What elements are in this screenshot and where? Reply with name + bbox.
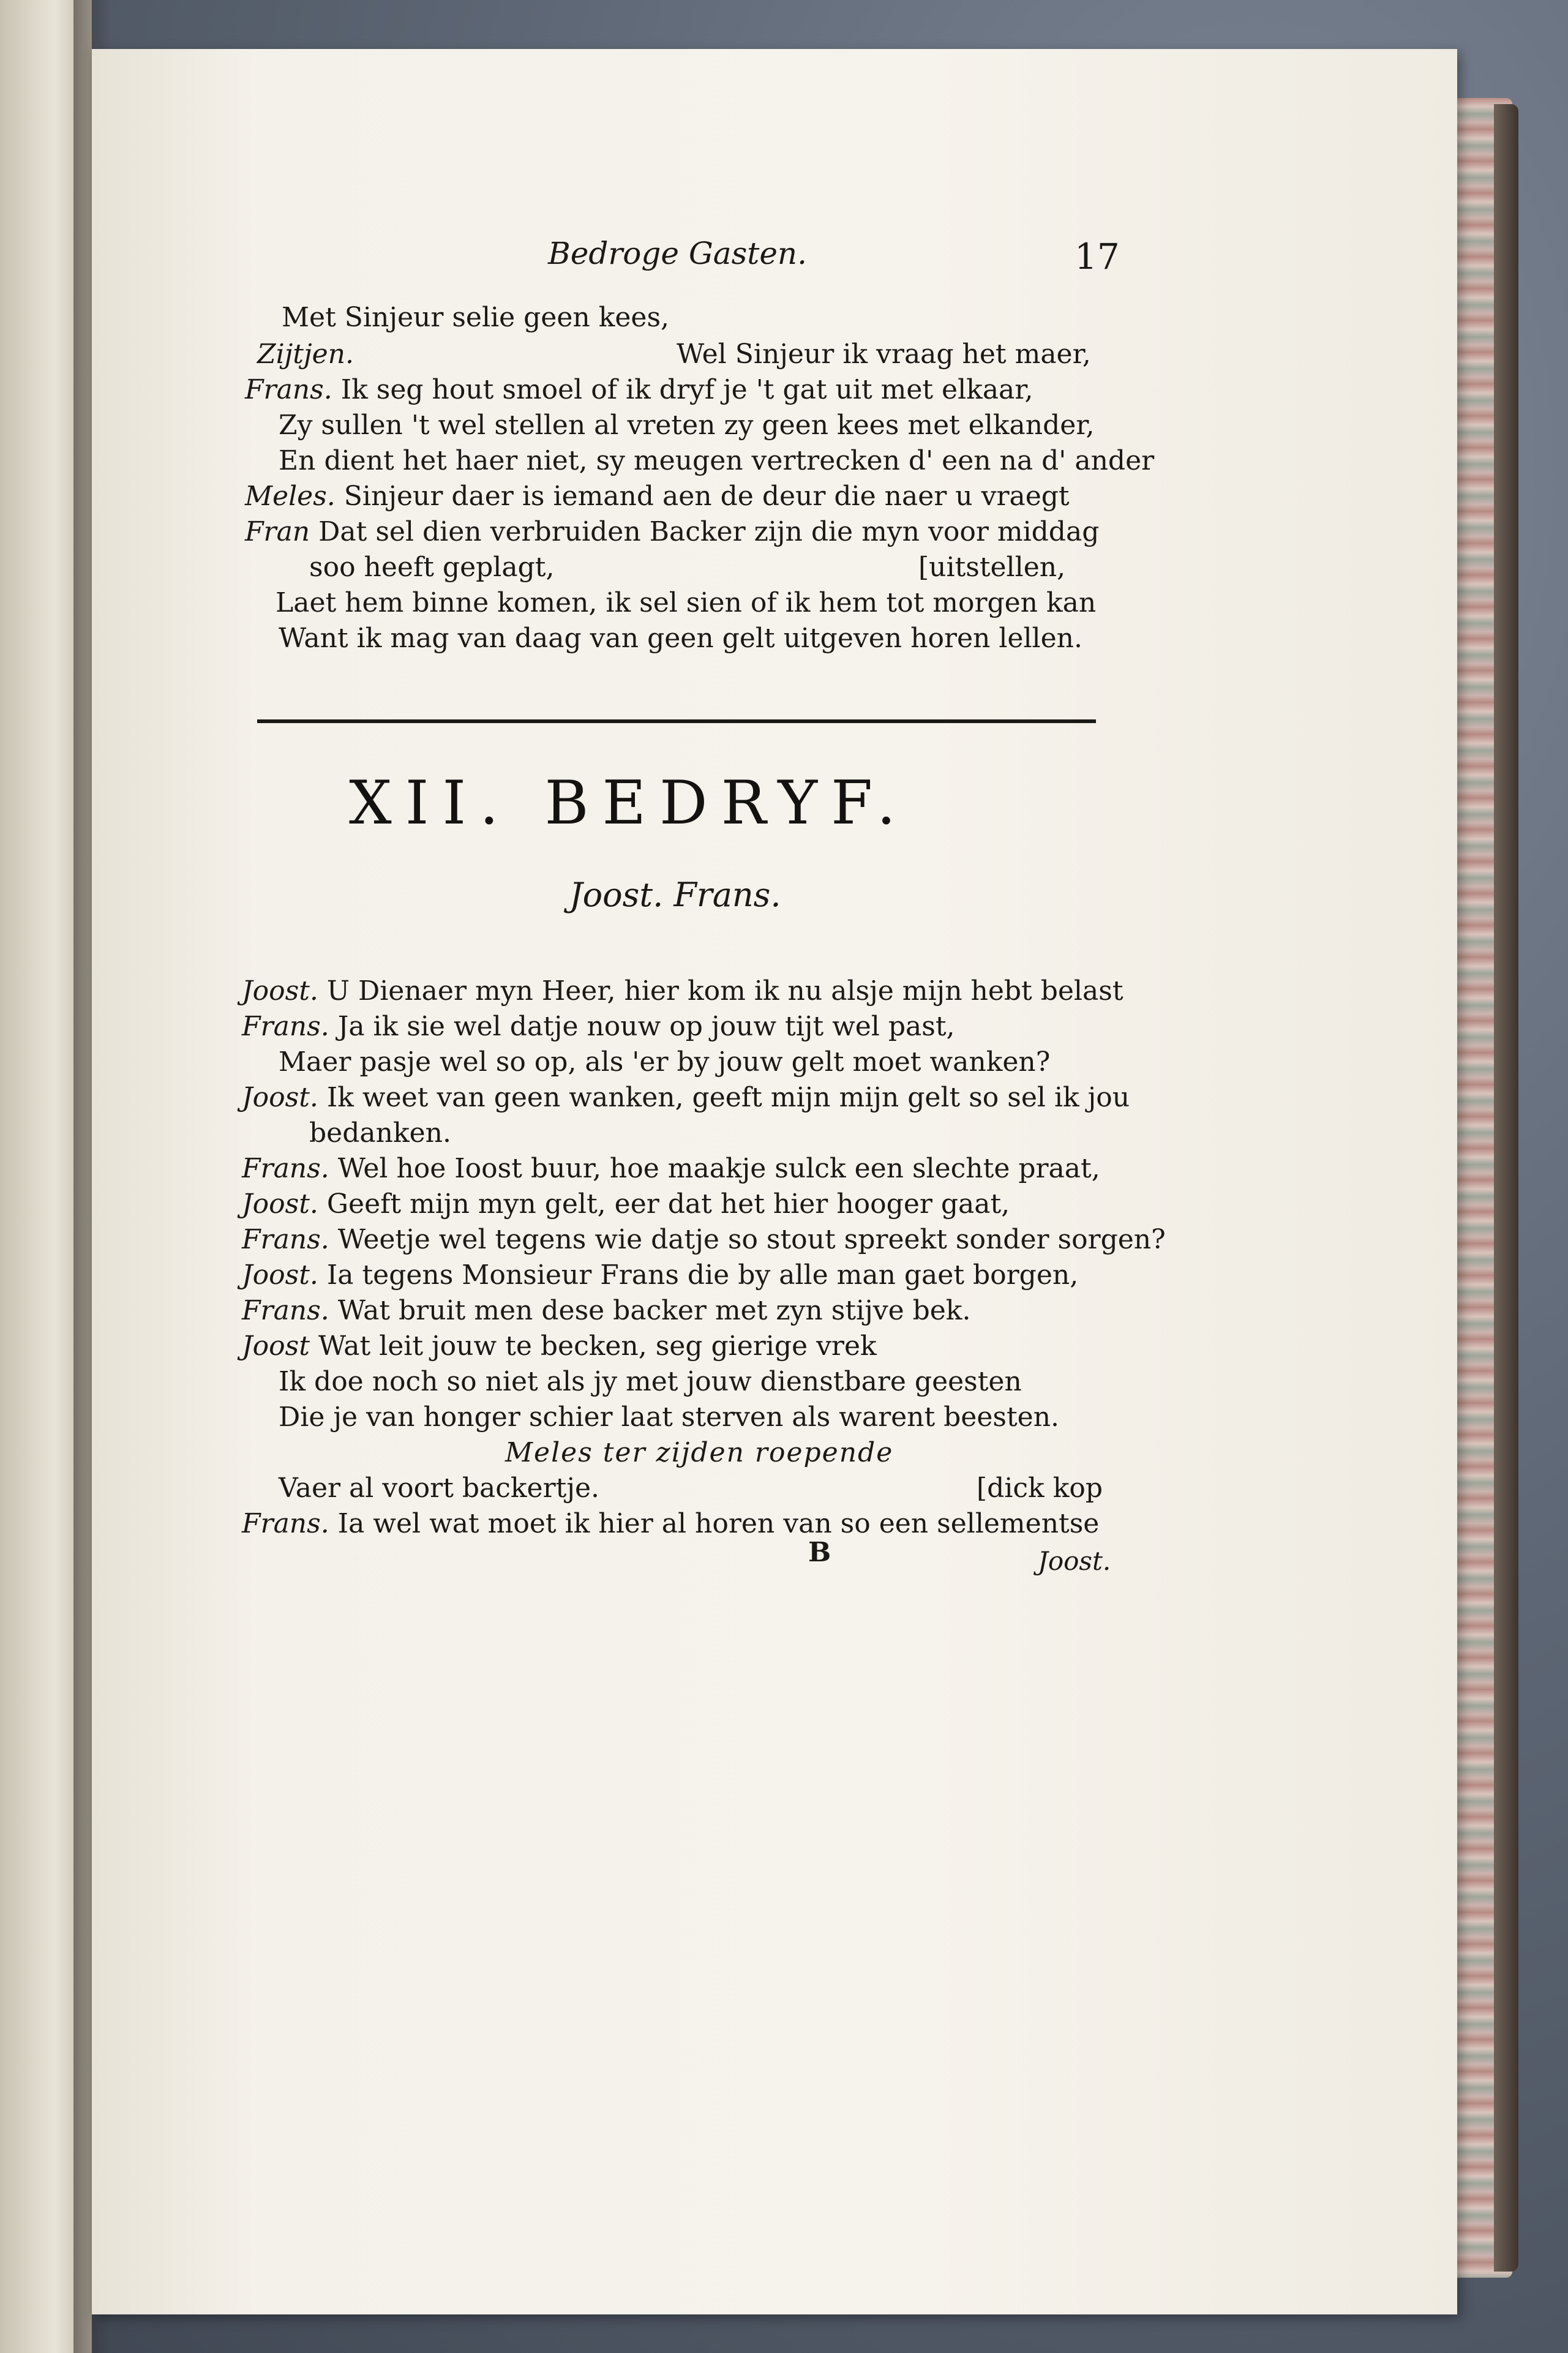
dialogue-line: Frans. Wat bruit men dese backer met zyn stijve bek. [242,1295,971,1326]
page-number: 17 [1075,236,1120,277]
speaker-name: Joost. [242,975,318,1007]
signature-mark: B [808,1537,831,1568]
verse-line: [uitstellen, [918,552,1066,583]
book-cover-edge [1494,104,1518,2272]
verse-line: Zy sullen 't wel stellen al vreten zy geen kees met elkander, [279,410,1095,441]
speaker-name: Joost. [242,1082,318,1113]
verse-line: Frans. Ik seg hout smoel of ik dryf je 't gat uit met elkaar, [245,374,1033,405]
speaker-name: Fran [245,516,310,547]
verse-line: Want ik mag van daag van geen gelt uitgeven horen lellen. [279,623,1082,654]
dialogue-line: bedanken. [309,1117,451,1149]
dialogue-line: Joost. U Dienaer myn Heer, hier kom ik nu alsje mijn hebt belast [242,975,1123,1007]
dialogue-line: Joost. Geeft mijn myn gelt, eer dat het hier hooger gaat, [242,1188,1010,1220]
dialogue-line: Die je van honger schier laat sterven als warent beesten. [279,1402,1060,1433]
verse-line [257,337,354,372]
speaker-name: Frans. [242,1295,329,1326]
speaker-name: Zijtjen. [257,339,354,370]
scene-characters: Joost. Frans. [569,876,781,914]
speaker-name: Frans. [242,1011,329,1042]
speaker-name: Joost. [242,1188,318,1220]
dialogue-line: Frans. Weetje wel tegens wie datje so stout spreekt sonder sorgen? [242,1224,1166,1255]
verse-line: Laet hem binne komen, ik sel sien of ik hem tot morgen kan [276,587,1097,618]
act-heading: XII. BEDRYF. [349,768,909,838]
speaker-name: Joost [242,1330,310,1362]
verse-line: Wel Sinjeur ik vraag het maer, [677,339,1091,370]
catchword: Joost. [1038,1546,1111,1576]
verse-line: En dient het haer niet, sy meugen vertrecken d' een na d' ander [279,445,1155,476]
stage-direction: Meles ter zijden roepende [505,1437,894,1468]
speaker-name: Frans. [242,1153,329,1184]
speaker-name: Frans. [245,374,332,405]
dialogue-line: Joost. Ik weet van geen wanken, geeft mijn mijn gelt so sel ik jou [242,1082,1130,1113]
speaker-name: Joost. [242,1259,318,1291]
verse-line: Fran Dat sel dien verbruiden Backer zijn die myn voor middag [245,516,1100,547]
speaker-name: Frans. [242,1224,329,1255]
dialogue-line: Joost Wat leit jouw te becken, seg gierige vrek [242,1330,877,1362]
verse-line: Meles. Sinjeur daer is iemand aen de deur die naer u vraegt [245,481,1070,512]
verse-line: Met Sinjeur selie geen kees, [282,302,670,333]
dialogue-line: Joost. Ia tegens Monsieur Frans die by alle man gaet borgen, [242,1259,1079,1291]
horizontal-rule [257,719,1096,723]
dialogue-line: Frans. Wel hoe Ioost buur, hoe maakje sulck een slechte praat, [242,1153,1100,1184]
dialogue-line: [dick kop [977,1473,1103,1504]
verse-line: soo heeft geplagt, [309,552,555,583]
dialogue-line: Vaer al voort backertje. [279,1473,599,1504]
dialogue-line: Ik doe noch so niet als jy met jouw dienstbare geesten [279,1366,1022,1397]
dialogue-line: Frans. Ja ik sie wel datje nouw op jouw tijt wel past, [242,1011,955,1042]
dialogue-line: Frans. Ia wel wat moet ik hier al horen van so een sellementse [242,1508,1100,1539]
dialogue-line: Maer pasje wel so op, als 'er by jouw gelt moet wanken? [279,1046,1051,1078]
running-title: Bedroge Gasten. [548,236,808,271]
speaker-name: Meles. [245,481,336,512]
speaker-name: Frans. [242,1508,329,1539]
